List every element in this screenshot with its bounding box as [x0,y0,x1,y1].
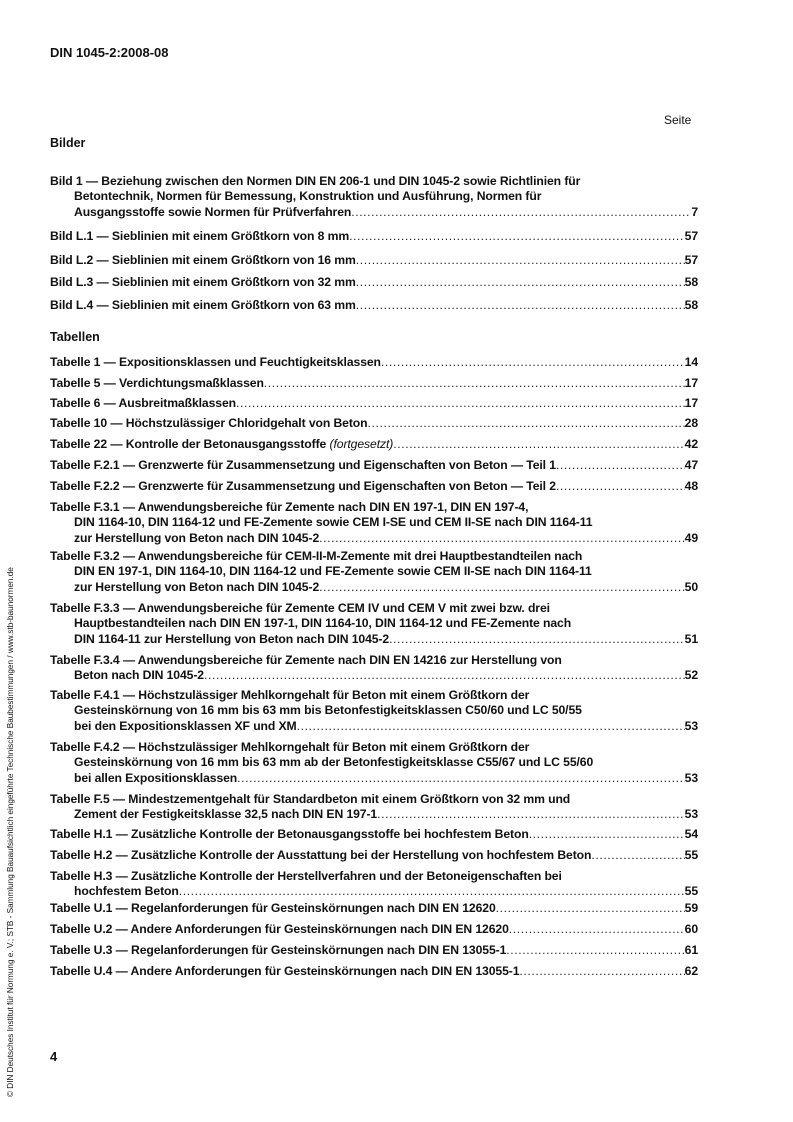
toc-page-number: 61 [684,943,698,957]
toc-entry-text: Beton nach DIN 1045-2 [74,668,204,683]
toc-entry-text: Tabelle F.3.1 — Anwendungsbereiche für Zemente nach DIN EN 197-1, DIN EN 197-4, [50,500,529,514]
toc-page-number: 17 [684,376,698,390]
document-id: DIN 1045-2:2008-08 [50,45,169,60]
toc-page-number: 54 [684,827,698,841]
toc-entry-text: Tabelle U.2 — Andere Anforderungen für Gesteinskörnungen nach DIN EN 12620 [50,922,509,936]
toc-entry-text: Tabelle U.3 — Regelanforderungen für Gesteinskörnungen nach DIN EN 13055-1 [50,943,507,957]
toc-dot-leader [319,531,685,546]
toc-entry[interactable] [50,416,698,431]
toc-entry[interactable] [50,653,698,684]
toc-entry-text: zur Herstellung von Beton nach DIN 1045-2 [74,530,320,545]
toc-entry-text: DIN 1164-10, DIN 1164-12 und FE-Zemente sowie CEM I-SE und CEM II-SE nach DIN 1164-11 [74,515,593,530]
toc-page-number: 58 [684,298,698,312]
toc-page-number: 17 [684,396,698,410]
toc-dot-leader [393,437,684,452]
toc-entry[interactable] [50,827,698,842]
toc-page-number: 60 [684,922,698,936]
toc-dot-leader [556,458,685,473]
toc-entry-text: hochfestem Beton [74,884,179,899]
toc-entry-text: Betontechnik, Normen für Bemessung, Konstruktion und Ausführung, Normen für [74,189,542,204]
toc-entry[interactable] [50,688,698,734]
toc-entry[interactable] [50,792,698,823]
toc-dot-leader [556,479,685,494]
toc-entry-text: Tabelle F.3.2 — Anwendungsbereiche für CEM-II-M-Zemente mit drei Hauptbestandteilen nach [50,549,583,563]
toc-entry[interactable] [50,298,698,313]
toc-entry-text: Bild L.4 — Sieblinien mit einem Größtkorn von 63 mm [50,298,356,312]
toc-entry[interactable] [50,901,698,916]
toc-dot-leader [381,355,685,370]
toc-dot-leader [591,848,684,863]
toc-page-number: 58 [684,275,698,289]
toc-entry[interactable] [50,549,698,595]
toc-page-number: 53 [684,770,698,785]
toc-entry-text: Tabelle F.5 — Mindestzementgehalt für Standardbeton mit einem Größtkorn von 32 mm und [50,792,571,806]
toc-entry[interactable] [50,275,698,290]
toc-entry-text: Bild L.2 — Sieblinien mit einem Größtkorn von 16 mm [50,253,356,267]
toc-page-number: 14 [684,355,698,369]
toc-dot-leader [297,719,685,734]
toc-dot-leader [356,253,685,268]
toc-entry-text: Bild L.1 — Sieblinien mit einem Größtkorn von 8 mm [50,229,350,243]
toc-page-number: 7 [691,204,698,219]
toc-entry-text: Tabelle F.3.4 — Anwendungsbereiche für Zemente nach DIN EN 14216 zur Herstellung von [50,653,562,667]
toc-dot-leader [204,668,685,683]
toc-entry-text: Tabelle H.1 — Zusätzliche Kontrolle der Betonausgangsstoffe bei hochfestem Beton [50,827,529,841]
toc-dot-leader [356,298,685,313]
toc-page-number: 28 [684,416,698,430]
toc-dot-leader [509,922,685,937]
toc-entry-text: Tabelle 10 — Höchstzulässiger Chloridgehalt von Beton [50,416,368,430]
toc-entry[interactable] [50,869,698,900]
toc-page-number: 53 [684,718,698,733]
toc-dot-leader [529,827,685,842]
toc-entry[interactable] [50,848,698,863]
toc-entry-note: (fortgesetzt) [329,437,394,451]
toc-dot-leader [356,275,685,290]
toc-page-number: 48 [684,479,698,493]
toc-entry[interactable] [50,964,698,979]
toc-dot-leader [349,229,685,244]
toc-page-number: 52 [684,668,698,683]
toc-entry-text: DIN 1164-11 zur Herstellung von Beton nach DIN 1045-2 [74,631,390,646]
toc-entry-text: bei den Expositionsklassen XF und XM [74,718,297,733]
toc-entry[interactable] [50,740,698,786]
toc-page-number: 47 [684,458,698,472]
toc-entry-text: Tabelle U.1 — Regelanforderungen für Gesteinskörnungen nach DIN EN 12620 [50,901,496,915]
toc-entry[interactable] [50,437,698,452]
toc-entry-text: Tabelle 5 — Verdichtungsmaßklassen [50,376,264,390]
toc-dot-leader [351,205,691,220]
toc-entry[interactable] [50,500,698,546]
toc-entry-text: Tabelle U.4 — Andere Anforderungen für Gesteinskörnungen nach DIN EN 13055-1 [50,964,520,978]
toc-entry-text: Bild 1 — Beziehung zwischen den Normen DIN EN 206-1 und DIN 1045-2 sowie Richtlinien für [50,174,581,188]
toc-page-number: 55 [684,848,698,862]
toc-entry-text: Tabelle H.2 — Zusätzliche Kontrolle der Ausstattung bei der Herstellung von hochfestem Beton [50,848,592,862]
toc-entry-text: Tabelle 1 — Expositionsklassen und Feuchtigkeitsklassen [50,355,381,369]
toc-entry-text: Hauptbestandteilen nach DIN EN 197-1, DIN 1164-10, DIN 1164-12 und FE-Zemente nach [74,616,572,631]
toc-entry-text: DIN EN 197-1, DIN 1164-10, DIN 1164-12 und FE-Zemente sowie CEM II-SE nach DIN 1164-11 [74,564,592,579]
toc-page-number: 53 [684,807,698,822]
section-heading-bilder: Bilder [50,136,86,150]
toc-page-number: 59 [684,901,698,915]
toc-entry[interactable] [50,355,698,370]
toc-entry-text: Tabelle F.2.2 — Grenzwerte für Zusammensetzung und Eigenschaften von Beton — Teil 2 [50,479,556,493]
toc-entry[interactable] [50,376,698,391]
toc-dot-leader [368,416,685,431]
toc-entry-text: zur Herstellung von Beton nach DIN 1045-2 [74,579,320,594]
toc-dot-leader [319,580,685,595]
toc-entry-text: Tabelle F.4.2 — Höchstzulässiger Mehlkorngehalt für Beton mit einem Größtkorn der [50,740,530,754]
toc-entry[interactable] [50,174,698,220]
toc-entry-text: Tabelle 6 — Ausbreitmaßklassen [50,396,236,410]
toc-entry-text: Gesteinskörnung von 16 mm bis 63 mm ab der Betonfestigkeitsklasse C55/67 und LC 55/60 [74,755,594,770]
toc-entry[interactable] [50,479,698,494]
toc-page-number: 55 [684,884,698,899]
toc-page-number: 62 [684,964,698,978]
toc-page-number: 50 [684,579,698,594]
toc-dot-leader [496,901,685,916]
toc-entry-text: bei allen Expositionsklassen [74,770,238,785]
toc-page-number: 57 [684,253,698,267]
toc-page-number: 51 [684,631,698,646]
toc-entry[interactable] [50,943,698,958]
toc-entry-text: Tabelle F.4.1 — Höchstzulässiger Mehlkorngehalt für Beton mit einem Größtkorn der [50,688,530,702]
toc-entry-text: Bild L.3 — Sieblinien mit einem Größtkorn von 32 mm [50,275,356,289]
toc-entry-text: Gesteinskörnung von 16 mm bis 63 mm bis Betonfestigkeitsklassen C50/60 und LC 50/55 [74,703,582,718]
toc-entry-text: Tabelle F.2.1 — Grenzwerte für Zusammensetzung und Eigenschaften von Beton — Teil 1 [50,458,556,472]
toc-entry-text: Tabelle H.3 — Zusätzliche Kontrolle der Herstellverfahren und der Betoneigenschaften bei [50,869,562,883]
page-number: 4 [50,1049,58,1064]
toc-entry-text: Ausgangsstoffe sowie Normen für Prüfverfahren [74,204,352,219]
toc-entry-text: Tabelle 22 — Kontrolle der Betonausgangsstoffe [50,437,327,451]
toc-entry-text: Zement der Festigkeitsklasse 32,5 nach DIN EN 197-1 [74,807,378,822]
toc-entry[interactable] [50,229,698,244]
toc-page-number: 42 [684,437,698,451]
toc-dot-leader [519,964,684,979]
toc-dot-leader [264,376,685,391]
toc-dot-leader [377,807,685,822]
toc-entry[interactable] [50,396,698,411]
toc-page-number: 49 [684,530,698,545]
toc-dot-leader [236,396,685,411]
toc-entry[interactable] [50,253,698,268]
toc-entry-text: Tabelle F.3.3 — Anwendungsbereiche für Zemente CEM IV und CEM V mit zwei bzw. drei [50,601,550,615]
toc-dot-leader [237,771,684,786]
toc-entry[interactable] [50,458,698,473]
toc-entry[interactable] [50,922,698,937]
page-column-label: Seite [664,113,692,127]
toc-entry[interactable] [50,601,698,647]
section-heading-tabellen: Tabellen [50,330,100,344]
toc-dot-leader [389,632,685,647]
toc-dot-leader [506,943,684,958]
toc-dot-leader [179,884,685,899]
toc-page-number: 57 [684,229,698,243]
copyright-side-note: © DIN Deutsches Institut für Normung e. V.; STB - Sammlung Bauaufsichtlich eingeführte Technische Baubestimmungen / www.stb-baunormen.de [6,567,15,1097]
